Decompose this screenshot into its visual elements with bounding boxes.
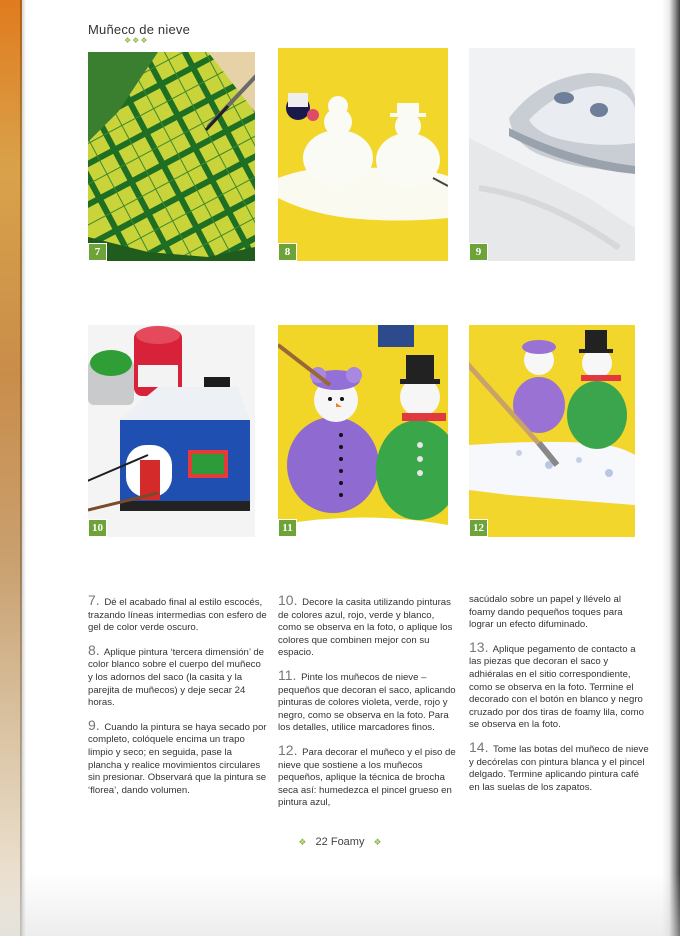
step-number: 11.: [278, 666, 297, 683]
ornament-icon: ❖: [298, 837, 307, 847]
step-text: Cuando la pintura se haya secado por completo, colóquele encima un trapo limpio y seco; en seguida, pase la plancha y realice movimientos circulares sin presionar. Observará que la pintura se ‘florea’, dando volumen.: [88, 721, 267, 796]
step-8: [88, 641, 268, 710]
adjacent-page-edge: [0, 0, 22, 936]
step-10: [278, 594, 458, 660]
step-text: Pinte los muñecos de nieve – pequeños que decoran el saco, aplicando pinturas de colores violeta, verde, rojo y negro, como se observa en la foto. Para los detalles, utilice marcadores finos.: [278, 671, 456, 734]
step-number: 13.: [469, 638, 489, 655]
step-number: 8.: [88, 641, 100, 658]
step-text: Aplique pintura ‘tercera dimensión’ de color blanco sobre el cuerpo del muñeco y los adornos del saco (la casita y la parejita de muñecos) y deje secar 24 horas.: [88, 646, 264, 709]
step-photo-12: [469, 325, 635, 537]
step-number-badge: 8: [278, 243, 297, 261]
step-text: Dé el acabado final al estilo escocés, trazando líneas intermedias con esfero de gel de color verde oscuro.: [88, 597, 267, 634]
step-text: sacúdalo sobre un papel y llévelo al foamy dando pequeños toques para lograr un efecto difuminado.: [469, 594, 623, 631]
iron-on-cloth-photo: [469, 48, 635, 261]
snowmen-white-paint-photo: [278, 48, 448, 261]
plaid-fabric-photo: [88, 52, 255, 261]
step-number-badge: 9: [469, 243, 488, 261]
step-14: [469, 738, 649, 794]
step-text: Aplique pegamento de contacto a las piezas que decoran el saco y adhiéralas en el sitio correspondiente, como se observa en la foto. Termine el decorado con el botón en blanco y negro cruzado por dos tiras de foamy lila, como se observa en la foto.: [469, 643, 644, 731]
step-photo-7: [88, 52, 255, 261]
step-12: [278, 741, 458, 810]
step-number: 14.: [469, 738, 489, 755]
section-title: Muñeco de nieve: [88, 22, 191, 37]
step-number-badge: 12: [469, 519, 488, 537]
magazine-name: Foamy: [330, 836, 365, 848]
step-11: [278, 666, 458, 735]
instructions-column-3: [469, 594, 649, 803]
page-binding-shadow: [662, 0, 680, 936]
step-9: [88, 716, 268, 798]
step-photo-10: [88, 325, 255, 537]
step-text: Decore la casita utilizando pinturas de colores azul, rojo, verde y blanco, como se observa en la foto, o aplique los colores que combinen mejor con su espacio.: [278, 597, 453, 659]
step-number-badge: 7: [88, 243, 107, 261]
step-number-badge: 10: [88, 519, 107, 537]
step-number: 10.: [278, 592, 298, 608]
ornament-icon: ❖❖❖: [124, 36, 149, 45]
page-footer: [0, 836, 680, 848]
step-photo-9: [469, 48, 635, 261]
step-7: [88, 594, 268, 635]
step-photo-8: [278, 48, 448, 261]
step-number: 9.: [88, 716, 100, 733]
step-text: Para decorar el muñeco y el piso de nieve que sostiene a los muñecos pequeños, aplique la técnica de brocha seca así: humedezca el pincel grueso en pintura azul,: [278, 746, 456, 809]
page-number: 22: [315, 836, 328, 848]
ornament-icon: ❖: [373, 837, 382, 847]
step-text: Tome las botas del muñeco de nieve y decórelas con pintura blanca y el pincel delgado. Termine aplicando pintura café en las suelas de los zapatos.: [469, 743, 649, 793]
step-12-continued: [469, 594, 649, 632]
dry-brush-snow-photo: [469, 325, 635, 537]
snowmen-painted-photo: [278, 325, 448, 537]
step-number: 7.: [88, 592, 100, 608]
step-photo-11: [278, 325, 448, 537]
page-header: [88, 22, 191, 45]
house-painting-photo: [88, 325, 255, 537]
step-number: 12.: [278, 741, 298, 758]
instructions-column-1: [88, 594, 268, 806]
step-number-badge: 11: [278, 519, 297, 537]
instructions-column-2: [278, 594, 458, 819]
scan-shadow: [0, 872, 680, 936]
step-13: [469, 638, 649, 732]
